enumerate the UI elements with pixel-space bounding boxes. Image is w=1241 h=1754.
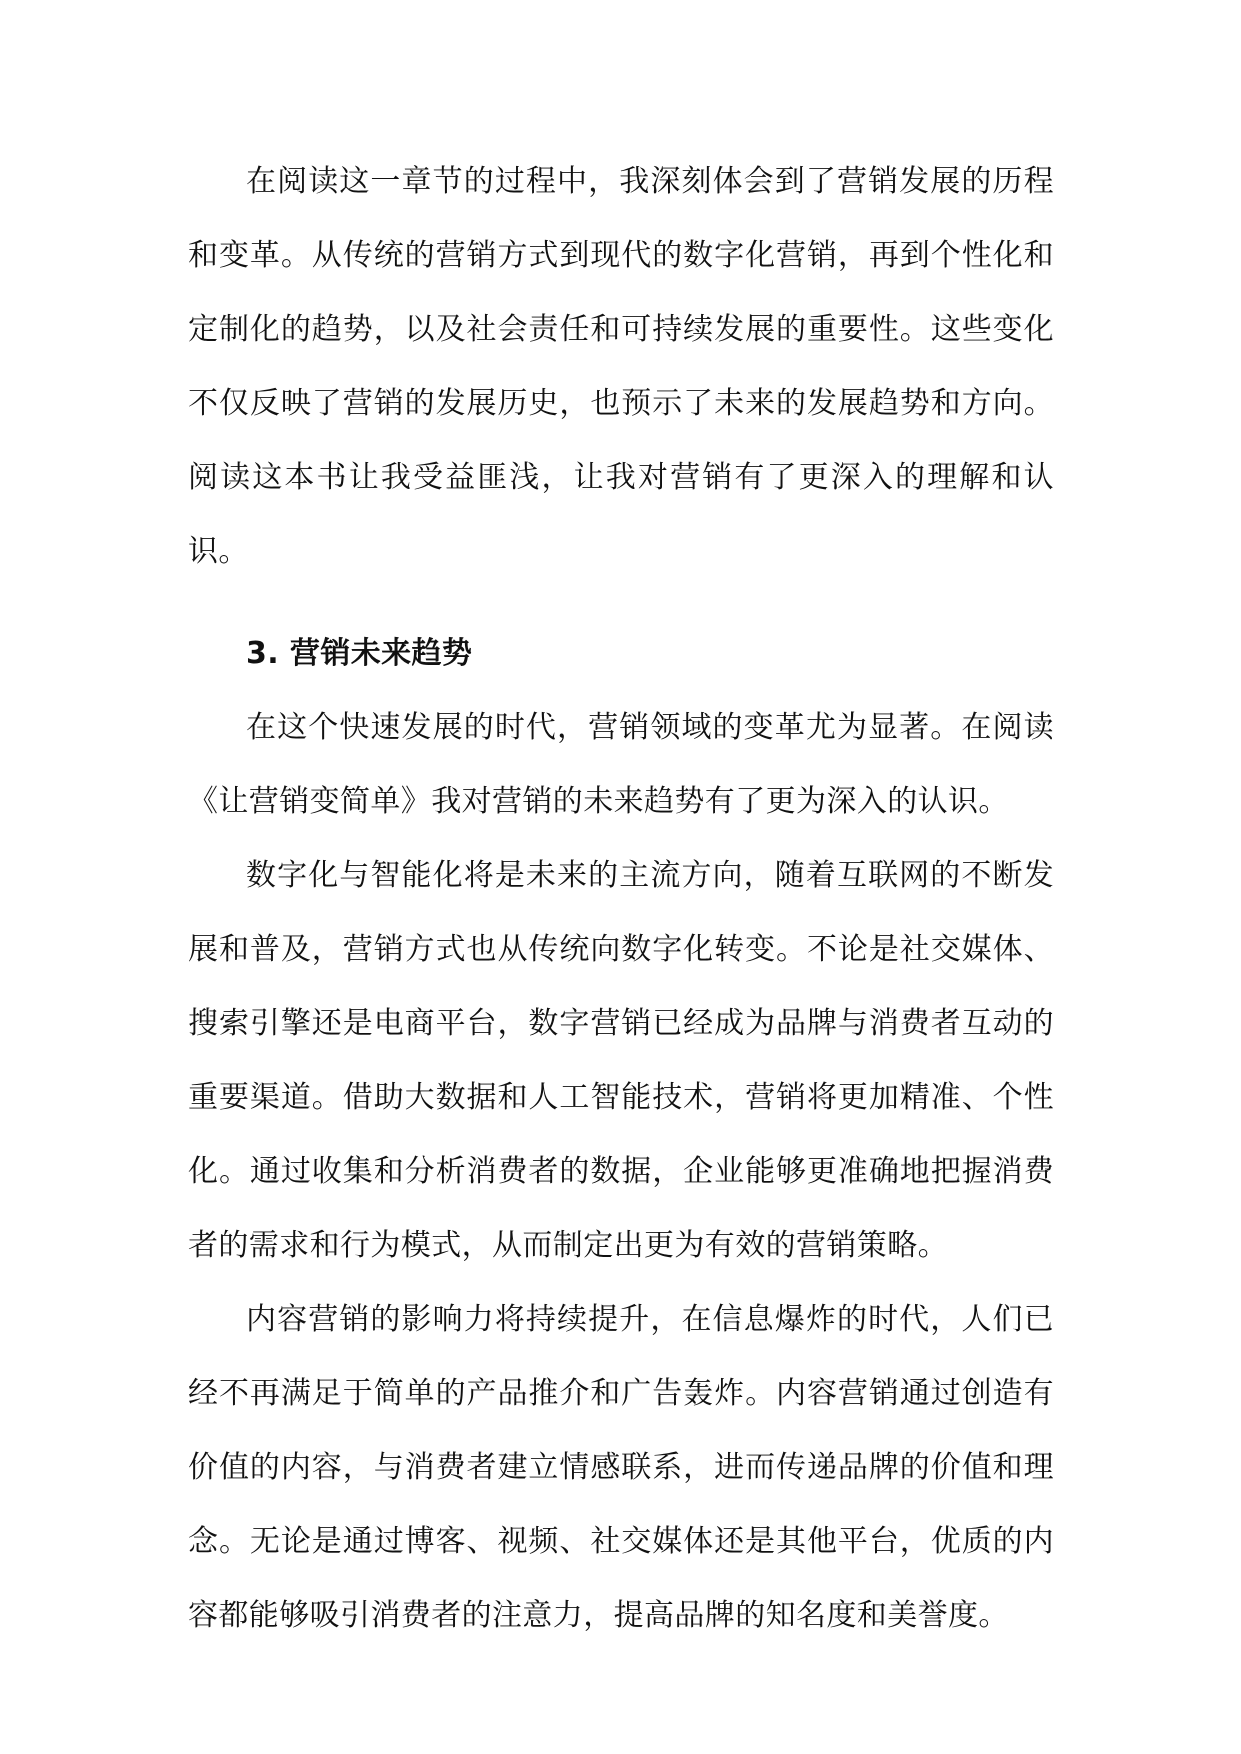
paragraph-digital-intelligent: 数字化与智能化将是未来的主流方向，随着互联网的不断发展和普及，营销方式也从传统向数字化转变。不论是社交媒体、搜索引擎还是电商平台，数字营销已经成为品牌与消费者互动的重要渠道。借助大数据和人工智能技术，营销将更加精准、个性化。通过收集和分析消费者的数据，企业能够更准确地把握消费者的需求和行为模式，从而制定出更为有效的营销策略。 (188, 858, 1054, 1263)
document-body (188, 145, 1054, 1653)
paragraph-chapter-reflection: 在阅读这一章节的过程中，我深刻体会到了营销发展的历程和变革。从传统的营销方式到现代的数字化营销，再到个性化和定制化的趋势，以及社会责任和可持续发展的重要性。这些变化不仅反映了营销的发展历史，也预示了未来的发展趋势和方向。阅读这本书让我受益匪浅，让我对营销有了更深入的理解和认识。 (188, 164, 1054, 569)
section-heading: 3. 营销未来趋势 (246, 636, 473, 671)
paragraph-intro-trends: 在这个快速发展的时代，营销领域的变革尤为显著。在阅读《让营销变简单》我对营销的未来趋势有了更为深入的认识。 (188, 710, 1054, 819)
paragraph-content-marketing: 内容营销的影响力将持续提升，在信息爆炸的时代，人们已经不再满足于简单的产品推介和广告轰炸。内容营销通过创造有价值的内容，与消费者建立情感联系，进而传递品牌的价值和理念。无论是通过博客、视频、社交媒体还是其他平台，优质的内容都能够吸引消费者的注意力，提高品牌的知名度和美誉度。 (188, 1302, 1054, 1633)
